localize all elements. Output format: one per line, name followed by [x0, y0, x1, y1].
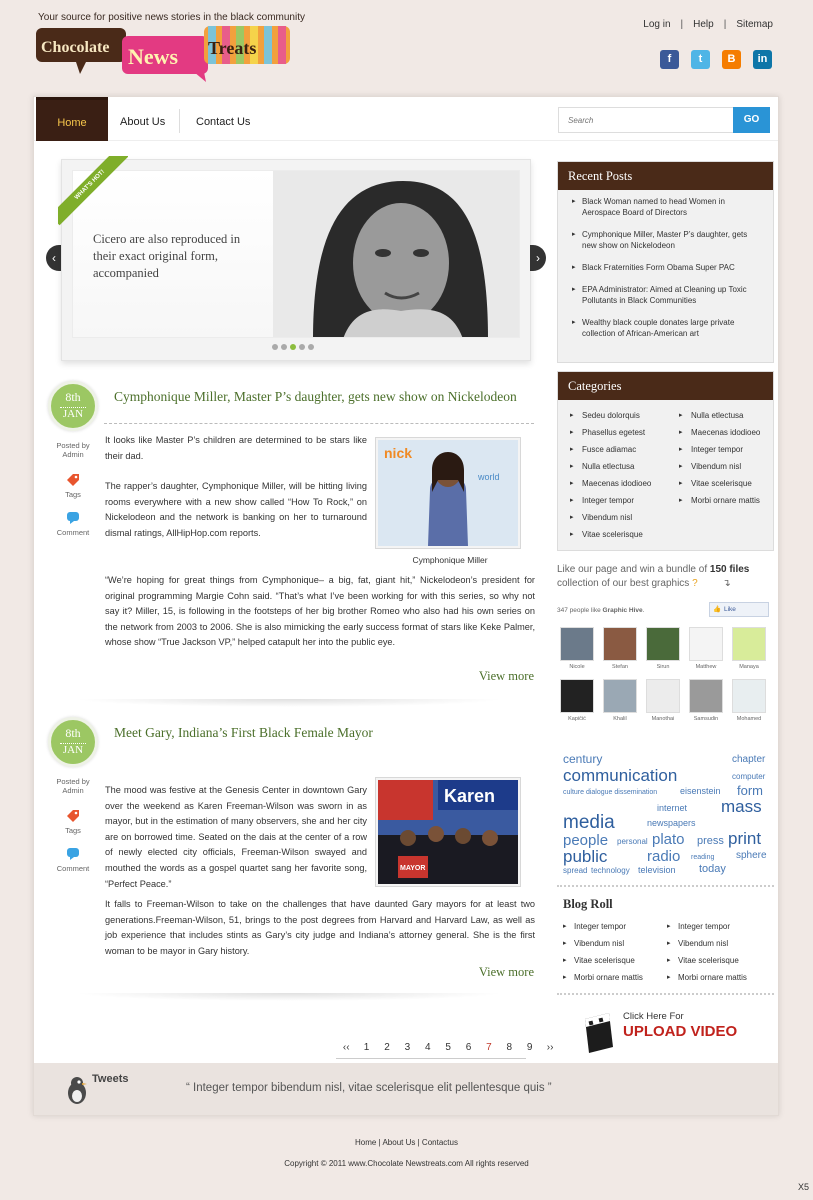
category-link[interactable]: ▸ Integer tempor — [679, 445, 743, 454]
logo-word-treats: Treats — [208, 38, 257, 58]
fb-page-name[interactable]: Graphic Hive — [602, 607, 643, 614]
recent-post-link[interactable]: ▸ Cymphonique Miller, Master P’s daughter, gets new show on Nickelodeon — [572, 229, 763, 251]
blogroll-link[interactable]: ▸ Morbi ornare mattis — [667, 973, 747, 982]
fan-avatar[interactable] — [645, 679, 681, 722]
tweet-message: “ Integer tempor bibendum nisl, vitae scelerisque elit pellentesque quis ” — [186, 1082, 552, 1094]
tweets-label: Tweets — [92, 1073, 129, 1085]
category-link[interactable]: ▸ Fusce adiamac — [570, 445, 636, 454]
slider-prev-arrow-icon[interactable]: ‹ — [46, 245, 62, 271]
tag-link[interactable]: public — [563, 847, 608, 866]
tag-icon — [66, 473, 80, 487]
slider-dot[interactable] — [299, 344, 305, 350]
upload-line2: UPLOAD VIDEO — [623, 1023, 738, 1040]
tweets-bar — [34, 1063, 778, 1115]
corner-label: X5 — [797, 1182, 809, 1192]
recent-post-link[interactable]: ▸ Wealthy black couple donates large private collection of African-American art — [572, 317, 763, 339]
tag-link[interactable]: today — [699, 863, 726, 875]
blogroll-link[interactable]: ▸ Vibendum nisl — [667, 939, 728, 948]
comment-icon — [66, 511, 80, 525]
featured-slider — [61, 159, 531, 361]
blog-roll-title: Blog Roll — [563, 897, 613, 911]
date-day: 8th — [65, 726, 81, 740]
divider — [557, 993, 774, 995]
linkedin-icon[interactable]: in — [753, 50, 772, 69]
category-link[interactable]: ▸ Maecenas idodioeo — [570, 479, 651, 488]
comment-icon — [66, 847, 80, 861]
fan-avatar[interactable] — [731, 679, 767, 722]
nav-divider — [179, 109, 180, 133]
recent-post-link[interactable]: ▸ Black Fraternities Form Obama Super PAC — [572, 262, 763, 273]
fb-count-post: . — [642, 607, 645, 614]
category-link[interactable]: ▸ Maecenas idodioeo — [679, 428, 760, 437]
slider-next-arrow-icon[interactable]: › — [530, 245, 546, 271]
logo-word-news: News — [128, 44, 179, 69]
author-name[interactable]: Admin — [62, 450, 84, 459]
nav-contact-us[interactable]: Contact Us — [196, 116, 251, 128]
search-input[interactable] — [558, 107, 734, 133]
fan-name: Khalil — [613, 716, 627, 722]
fan-avatar[interactable] — [559, 627, 595, 670]
fan-name: Matthew — [695, 664, 717, 670]
tag-link[interactable]: communication — [563, 766, 678, 785]
divider: | — [680, 19, 684, 30]
tag-link[interactable]: spread — [563, 866, 588, 875]
page-prev[interactable]: ‹‹ — [342, 1042, 350, 1053]
fan-name: Stefan — [612, 664, 628, 670]
svg-text:MAYOR: MAYOR — [400, 865, 426, 872]
tag-link[interactable]: form — [737, 783, 763, 798]
category-link[interactable]: ▸ Nulla etlectusa — [570, 462, 634, 471]
sitemap-link[interactable]: Sitemap — [736, 19, 773, 30]
divider — [557, 885, 774, 887]
widget-title: Categories — [558, 372, 773, 400]
facebook-like-button[interactable] — [709, 602, 769, 617]
category-link[interactable]: ▸ Phasellus egetest — [570, 428, 645, 437]
top-links — [643, 19, 773, 30]
svg-text:Karen: Karen — [444, 786, 496, 806]
recent-posts-widget — [557, 161, 774, 363]
fb-promo-line1: Like our page and win a bundle of — [557, 564, 710, 575]
ribbon-label: WHAT'S HOT! — [58, 156, 128, 225]
image-caption: Cymphonique Miller — [412, 555, 488, 565]
blogroll-link[interactable]: ▸ Vitae scelerisque — [563, 956, 635, 965]
post-title[interactable]: Cymphonique Miller, Master P’s daughter, gets new show on Nickelodeon — [114, 389, 517, 404]
fb-promo-bold: 150 files — [709, 564, 750, 575]
fan-avatar[interactable] — [602, 627, 638, 670]
blogroll-link[interactable]: ▸ Integer tempor — [667, 922, 730, 931]
footer-contact-link[interactable]: Contactus — [421, 1138, 458, 1147]
date-month: JAN — [60, 743, 86, 756]
page-number[interactable]: 6 — [465, 1042, 472, 1053]
tag-link[interactable]: print — [728, 829, 762, 848]
comment-label: Comment — [56, 864, 90, 873]
clapperboard-icon — [579, 1007, 619, 1053]
tag-link[interactable]: newspapers — [647, 818, 696, 828]
view-more-link[interactable]: View more — [478, 669, 534, 683]
author-name[interactable]: Admin — [62, 786, 84, 795]
tag-link[interactable]: personal — [617, 837, 648, 846]
widget-title: Recent Posts — [558, 162, 773, 190]
main-nav — [34, 97, 778, 141]
post-meta — [44, 777, 102, 795]
page-number[interactable]: 1 — [363, 1042, 370, 1053]
tag-link[interactable]: sphere — [736, 850, 767, 861]
svg-text:nick: nick — [384, 445, 413, 461]
tag-icon — [66, 809, 80, 823]
divider — [74, 993, 504, 1001]
recent-post-link[interactable]: ▸ EPA Administrator: Aimed at Cleaning up Toxic Pollutants in Black Communities — [572, 284, 763, 306]
categories-widget — [557, 371, 774, 551]
slider-dot[interactable] — [272, 344, 278, 350]
fan-avatar[interactable] — [688, 679, 724, 722]
post-photo — [378, 440, 518, 546]
main-panel — [33, 96, 779, 1116]
fan-name: Samsudin — [693, 716, 719, 722]
post-article — [44, 717, 534, 1017]
post-image[interactable] — [375, 437, 521, 549]
page-number[interactable]: 9 — [526, 1042, 533, 1053]
date-month: JAN — [60, 407, 86, 420]
slide — [72, 170, 520, 338]
divider: | — [723, 19, 727, 30]
fan-avatar[interactable] — [559, 679, 595, 722]
tag-link[interactable]: mass — [721, 797, 762, 816]
post-paragraph: “We’re hoping for great things from Cymphonique– a big, fat, giant hit,” Nickelodeon’s president for original programming Margie Cohn said. “That’s what I’ve been working for with this series, so why not say it? Miller, 15, is following in the footsteps of her big brother Romeo who also had his own series on the network from 2003 to 2006. She is also mimicking the early success format of stars like Keke Palmer, whose show “True Jackson VP,” helped catapult her into the public eye. — [105, 575, 535, 648]
page-number[interactable]: 3 — [404, 1042, 411, 1053]
logo-word-chocolate: Chocolate — [41, 39, 110, 56]
tag-link[interactable]: chapter — [732, 754, 766, 765]
blogroll-link[interactable]: ▸ Vibendum nisl — [563, 939, 624, 948]
divider — [336, 1058, 526, 1059]
blogroll-link[interactable]: ▸ Integer tempor — [563, 922, 626, 931]
post-paragraph: The rapper’s daughter, Cymphonique Miller, will be hitting living rooms everywhere with a new show called “How To Rock,” on Nickelodeon and the network is banking on her to turnaround dismal ratings, AllHipHop.com reports. — [105, 481, 367, 538]
posted-by-label: Posted by — [56, 777, 90, 786]
fan-name: Mohamed — [736, 716, 762, 722]
fan-avatar[interactable] — [602, 679, 638, 722]
tag-link[interactable]: reading — [691, 854, 715, 861]
tag-link[interactable]: press — [697, 835, 724, 847]
blogroll-link[interactable]: ▸ Morbi ornare mattis — [563, 973, 643, 982]
tag-link[interactable]: radio — [647, 848, 681, 865]
tag-link[interactable]: eisenstein — [680, 786, 721, 796]
footer-links — [0, 1138, 813, 1147]
post-paragraph: It falls to Freeman-Wilson to take on the challenges that have daunted Gary mayors for at least two generations.Freeman-Wilson, 51, brings to the post degrees from Harvard and Harvard Law, as well as job experience that includes stints as Gary’s city judge and Indiana’s attorney general. She is the first woman to be mayor in Gary history. — [105, 899, 535, 956]
date-day: 8th — [65, 390, 81, 404]
category-link[interactable]: ▸ Integer tempor — [570, 496, 634, 505]
category-link[interactable]: ▸ Vibendum nisl — [570, 513, 632, 522]
view-more-link[interactable]: View more — [478, 965, 534, 979]
fan-avatar[interactable] — [731, 627, 767, 670]
footer-about-link[interactable]: About Us — [382, 1138, 416, 1147]
tags-label: Tags — [65, 490, 81, 499]
recent-posts-list — [558, 190, 773, 339]
comment-meta[interactable] — [44, 511, 102, 537]
page-number[interactable]: 5 — [445, 1042, 451, 1053]
slide-portrait-image — [273, 171, 520, 338]
fan-name: Nicole — [569, 664, 585, 670]
comment-label: Comment — [56, 528, 90, 537]
tag-link[interactable]: internet — [657, 803, 688, 813]
upload-line1: Click Here For — [623, 1011, 684, 1022]
tags-meta[interactable] — [44, 473, 102, 499]
divider: | — [417, 1138, 422, 1147]
tag-link[interactable]: television — [638, 865, 676, 875]
footer-home-link[interactable]: Home — [355, 1138, 377, 1147]
copyright-text: Copyright © 2011 www.Chocolate Newstreats.com All rights reserved — [284, 1159, 529, 1168]
divider — [104, 423, 534, 424]
search-go-button[interactable]: GO — [733, 107, 770, 133]
tag-link[interactable]: plato — [652, 831, 685, 848]
like-label: Like — [724, 606, 736, 613]
date-badge — [48, 381, 98, 431]
post-title[interactable]: Meet Gary, Indiana’s First Black Female Mayor — [114, 725, 373, 740]
curved-arrow-icon: ↴ — [722, 578, 731, 589]
svg-text:world: world — [478, 472, 500, 482]
post-paragraph: It looks like Master P’s children are determined to be stars like their dad. — [105, 435, 367, 461]
slide-text: Cicero are also reproduced in their exact original form, accompanied — [93, 232, 241, 280]
fb-promo-question: ? — [692, 578, 698, 589]
tag-link[interactable]: century — [563, 752, 603, 766]
fan-name: Manaya — [739, 664, 759, 670]
posted-by-label: Posted by — [56, 441, 90, 450]
facebook-like-count — [557, 607, 644, 614]
fan-name: Sirun — [656, 664, 670, 670]
fb-count-pre: 347 people like — [557, 607, 603, 614]
fb-promo-line2: collection of our best graphics — [557, 578, 690, 589]
slider-dot-active[interactable] — [290, 344, 296, 350]
category-link[interactable]: ▸ Nulla etlectusa — [679, 411, 743, 420]
facebook-icon[interactable]: f — [660, 50, 679, 69]
tag-link[interactable]: computer — [732, 772, 766, 781]
post-meta — [44, 441, 102, 459]
pagination — [336, 1042, 560, 1053]
nav-about-us[interactable]: About Us — [120, 116, 166, 128]
upload-video-button[interactable] — [579, 1007, 769, 1053]
tags-label: Tags — [65, 826, 81, 835]
category-link[interactable]: ▸ Vibendum nisl — [679, 462, 741, 471]
slider-dot[interactable] — [308, 344, 314, 350]
comment-meta[interactable] — [44, 847, 102, 873]
site-tagline: Your source for positive news stories in the black community — [38, 12, 305, 23]
page-next[interactable]: ›› — [546, 1042, 554, 1053]
divider: | — [378, 1138, 383, 1147]
sidebar — [557, 161, 774, 1061]
bird-icon — [66, 1075, 88, 1105]
category-link[interactable]: ▸ Sedeu dolorquis — [570, 411, 640, 420]
tags-meta[interactable] — [44, 809, 102, 835]
tag-cloud — [557, 753, 774, 889]
search-box — [558, 107, 770, 133]
tag-link[interactable]: media — [563, 812, 615, 833]
tag-link[interactable]: culture dialogue dissemination — [563, 789, 658, 796]
post-article — [44, 381, 534, 711]
tag-link[interactable]: technology — [591, 866, 630, 875]
slider-dots — [272, 344, 314, 350]
divider — [74, 699, 504, 707]
fan-name: Manothai — [651, 716, 675, 722]
facebook-promo-text — [557, 563, 774, 591]
page-number-current[interactable]: 7 — [486, 1042, 492, 1053]
site-logo[interactable] — [36, 24, 292, 82]
twitter-icon[interactable]: t — [691, 50, 710, 69]
fan-avatar[interactable] — [645, 627, 681, 670]
nav-home[interactable]: Home — [36, 97, 108, 141]
slider-dot[interactable] — [281, 344, 287, 350]
recent-post-link[interactable]: ▸ Black Woman named to head Women in Aerospace Board of Directors — [572, 196, 763, 218]
category-link[interactable]: ▸ Morbi ornare mattis — [679, 496, 760, 505]
post-paragraph: The mood was festive at the Genesis Center in downtown Gary over the weekend as Karen Freeman-Wilson was sworn in as mayor, but in the estimation of many observers, she and her city are on borrowed time. Seated on the dais at the center of a row of newly elected city officials, Freeman-Wilson swayed and mouthed the words as a gospel quartet sang her favorite song, “Perfect Peace.” — [105, 785, 367, 889]
page-number[interactable]: 8 — [506, 1042, 513, 1053]
categories-list — [558, 400, 773, 552]
blogroll-link[interactable]: ▸ Vitae scelerisque — [667, 956, 739, 965]
fan-name: Kapičić — [568, 716, 586, 722]
page-number[interactable]: 4 — [424, 1042, 431, 1053]
post-photo — [378, 780, 518, 884]
login-link[interactable]: Log in — [643, 19, 671, 30]
fan-avatar[interactable] — [688, 627, 724, 670]
social-icons — [660, 50, 772, 69]
whats-hot-ribbon — [58, 156, 128, 226]
tag-link[interactable]: people — [563, 832, 609, 849]
thumbs-up-icon: 👍 — [713, 606, 722, 613]
category-link[interactable]: ▸ Vitae scelerisque — [679, 479, 752, 488]
help-link[interactable]: Help — [693, 19, 714, 30]
page-number[interactable]: 2 — [384, 1042, 390, 1053]
blogger-icon[interactable]: B — [722, 50, 741, 69]
date-badge — [48, 717, 98, 767]
post-image[interactable] — [375, 777, 521, 887]
category-link[interactable]: ▸ Vitae scelerisque — [570, 530, 643, 539]
